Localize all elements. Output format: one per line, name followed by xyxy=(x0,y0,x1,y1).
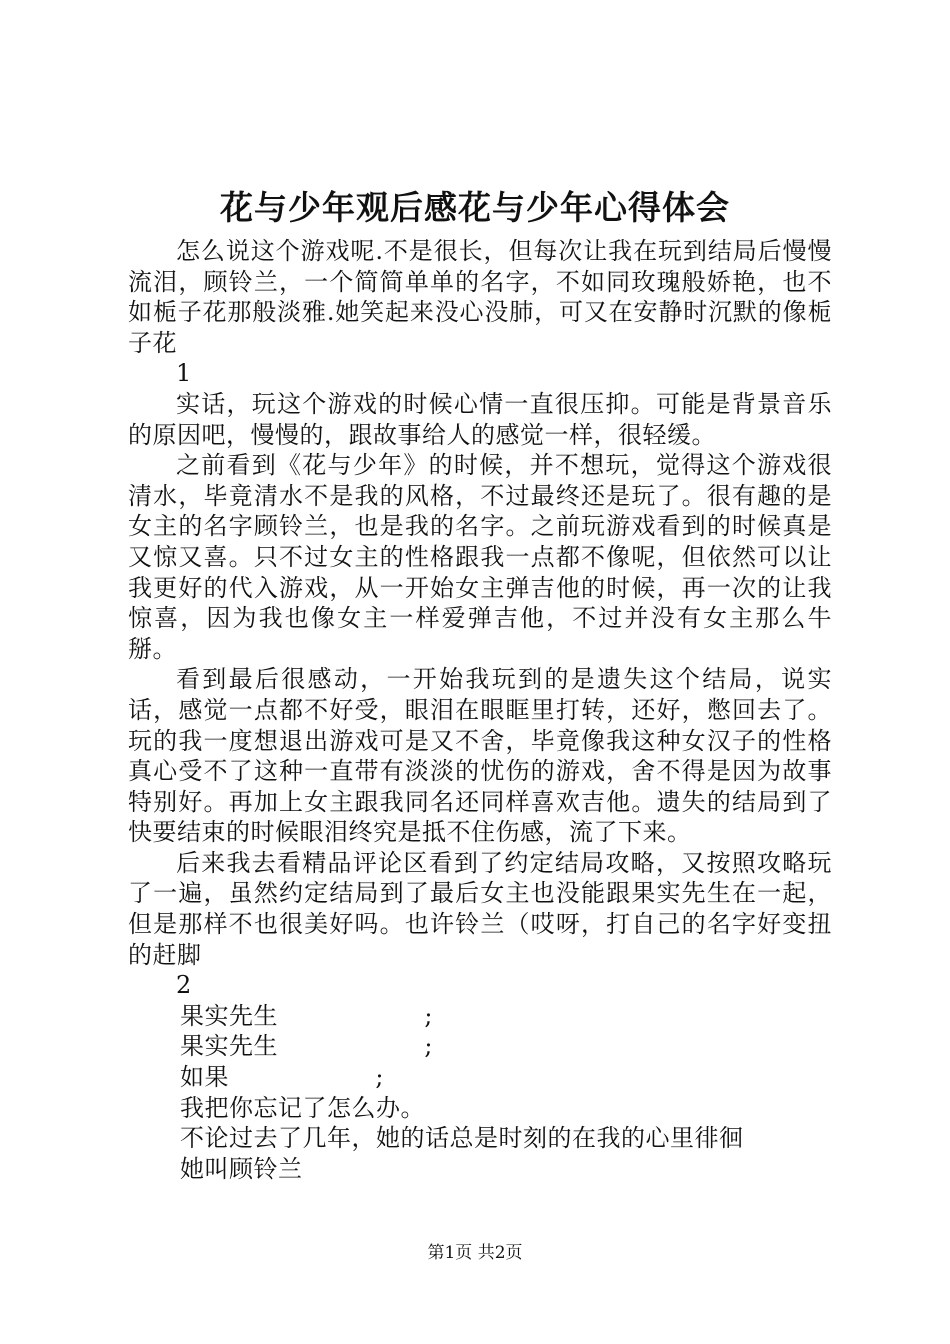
paragraph: 怎么说这个游戏呢.不是很长，但每次让我在玩到结局后慢慢流泪，顾铃兰，一个简简单单的名字，不如同玫瑰般娇艳，也不如栀子花那般淡雅.她笑起来没心没肺，可又在安静时沉默的像栀子花 xyxy=(128,237,832,357)
page-footer: 第1页 共2页 xyxy=(427,1243,523,1263)
document-title: 花与少年观后感花与少年心得体会 xyxy=(220,188,730,227)
poem-line: 她叫顾铃兰 xyxy=(180,1154,303,1183)
paragraph: 后来我去看精品评论区看到了约定结局攻略，又按照攻略玩了一遍，虽然约定结局到了最后女主也没能跟果实先生在一起，但是那样不也很美好吗。也许铃兰（哎呀，打自己的名字好变扭的赶脚 xyxy=(128,848,832,969)
page-marker: 1 xyxy=(176,359,192,388)
poem-line: 不论过去了几年，她的话总是时刻的在我的心里徘徊 xyxy=(180,1124,744,1153)
paragraph: 之前看到《花与少年》的时候，并不想玩，觉得这个游戏很清水，毕竟清水不是我的风格，不过最终还是玩了。很有趣的是女主的名字顾铃兰，也是我的名字。之前玩游戏看到的时候真是又惊又喜。只不过女主的性格跟我一点都不像呢，但依然可以让我更好的代入游戏，从一开始女主弹吉他的时候，再一次的让我惊喜，因为我也像女主一样爱弹吉他，不过并没有女主那么牛掰。 xyxy=(128,451,832,663)
paragraph: 实话，玩这个游戏的时候心情一直很压抑。可能是背景音乐的原因吧，慢慢的，跟故事给人的感觉一样，很轻缓。 xyxy=(128,389,832,449)
poem-line: 果实先生 ; xyxy=(180,1032,433,1061)
paragraph: 看到最后很感动，一开始我玩到的是遗失这个结局，说实话，感觉一点都不好受，眼泪在眼眶里打转，还好，憋回去了。玩的我一度想退出游戏可是又不舍，毕竟像我这种女汉子的性格真心受不了这种一直带有淡淡的忧伤的游戏，舍不得是因为故事特别好。再加上女主跟我同名还同样喜欢吉他。遗失的结局到了快要结束的时候眼泪终究是抵不住伤感，流了下来。 xyxy=(128,665,832,847)
poem-line: 果实先生 ; xyxy=(180,1001,433,1030)
poem-line: 如果 ; xyxy=(180,1063,384,1092)
document-body xyxy=(128,236,832,1184)
poem-line: 我把你忘记了怎么办。 xyxy=(180,1093,425,1122)
page-marker: 2 xyxy=(176,971,192,1000)
